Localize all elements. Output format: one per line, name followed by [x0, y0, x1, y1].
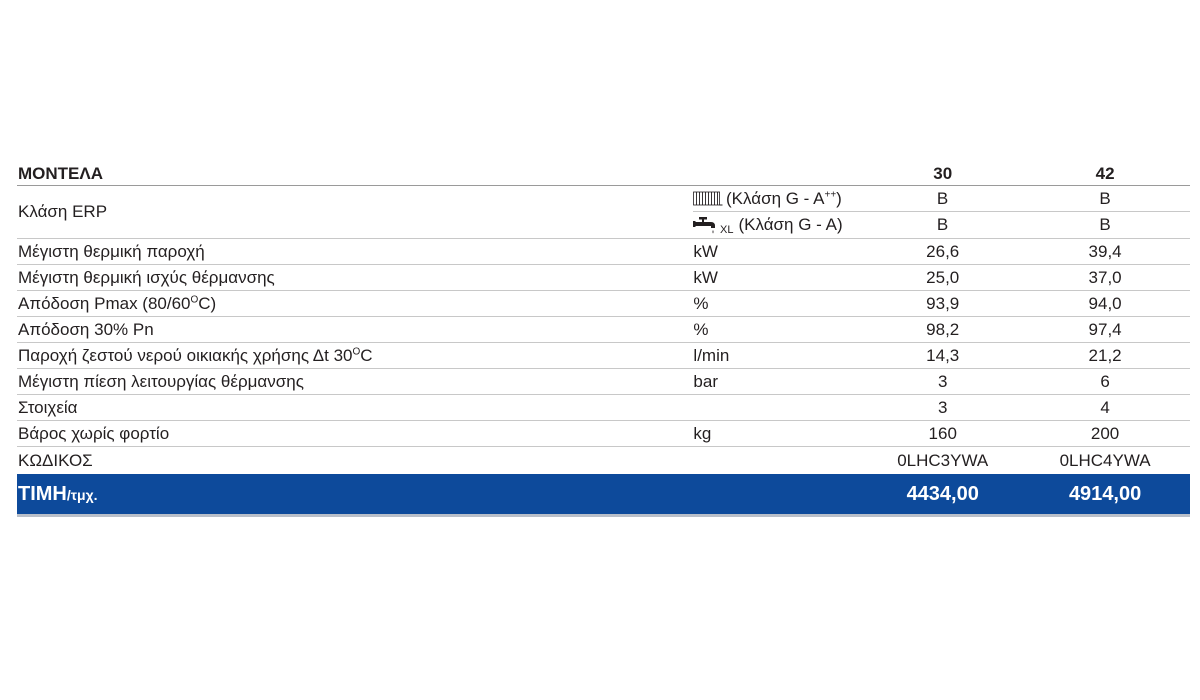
table-row: [17, 369, 1190, 395]
table-row: [17, 317, 1190, 343]
row-value-30: 160: [928, 423, 957, 443]
table-row: [17, 291, 1190, 317]
row-label: Βάρος χωρίς φορτίο: [18, 423, 170, 443]
erp-water-class: (Κλάση G - A): [738, 215, 843, 234]
code-label: ΚΩΔΙΚΟΣ: [18, 450, 93, 470]
radiator-icon: [693, 191, 723, 207]
erp-water-value-42: B: [1099, 215, 1111, 234]
header-model-30: 30: [933, 163, 953, 183]
spec-table: [17, 162, 1190, 517]
row-value-30: 25,0: [926, 267, 960, 287]
table-row: [17, 395, 1190, 421]
tap-icon: [693, 216, 717, 234]
row-value-30: 3: [937, 397, 948, 417]
row-label: Μέγιστη πίεση λειτουργίας θέρμανσης: [18, 371, 304, 391]
row-value-42: 94,0: [1088, 293, 1122, 313]
row-label: Απόδοση 30% Pn: [18, 319, 154, 339]
row-value-42: 39,4: [1088, 241, 1122, 261]
table-row: [17, 265, 1190, 291]
erp-heating-value-42: B: [1099, 188, 1111, 208]
row-value-42: 21,2: [1088, 345, 1122, 365]
erp-sub-rows: [693, 186, 1190, 238]
product-code-row: [17, 447, 1190, 474]
table-row: [17, 239, 1190, 265]
erp-heating-class: (Κλάση G - A++): [726, 188, 842, 208]
erp-water-row: [693, 212, 1190, 238]
row-unit: kg: [693, 423, 712, 443]
erp-label: Κλάση ERP: [18, 202, 108, 221]
xl-label: XL: [720, 224, 734, 236]
price-value-30: 4434,00: [906, 482, 979, 505]
price-row: [17, 474, 1190, 517]
row-unit: l/min: [693, 345, 730, 365]
erp-heating-value-30: B: [936, 188, 949, 208]
row-label: Στοιχεία: [18, 397, 78, 417]
erp-water-value-30: B: [936, 215, 949, 234]
table-header-row: [17, 162, 1190, 186]
row-label: Απόδοση Pmax $(80/60^OC)$: [18, 293, 217, 313]
row-value-42: 6: [1100, 371, 1110, 391]
row-value-30: 3: [937, 371, 948, 391]
row-value-30: 93,9: [926, 293, 960, 313]
header-model-42: 42: [1095, 163, 1115, 183]
price-label: ΤΙΜΗ/τμχ.: [18, 482, 98, 505]
price-value-42: 4914,00: [1068, 482, 1142, 505]
erp-class-block: [17, 186, 1190, 239]
row-value-30: 98,2: [926, 319, 960, 339]
table-row: [17, 421, 1190, 447]
row-unit: kW: [693, 267, 718, 287]
row-value-42: 200: [1090, 423, 1120, 443]
row-unit: %: [693, 293, 709, 313]
row-value-42: 97,4: [1088, 319, 1122, 339]
code-value-42: 0LHC4YWA: [1059, 450, 1151, 470]
row-value-30: 14,3: [926, 345, 960, 365]
row-label: Παροχή ζεστού νερού οικιακής χρήσης Δt $30^OC$: [18, 345, 373, 365]
row-value-42: 37,0: [1088, 267, 1122, 287]
code-value-30: 0LHC3YWA: [897, 450, 989, 470]
header-label: ΜΟΝΤΕΛΑ: [18, 163, 103, 183]
row-unit: kW: [693, 241, 718, 261]
row-label: Μέγιστη θερμική ισχύς θέρμανσης: [18, 267, 275, 287]
row-unit: %: [693, 319, 709, 339]
row-label: Μέγιστη θερμική παροχή: [18, 241, 205, 261]
erp-heating-row: [693, 186, 1190, 212]
row-value-30: 26,6: [926, 241, 960, 261]
table-row: [17, 343, 1190, 369]
row-value-42: 4: [1100, 397, 1110, 417]
row-unit: bar: [693, 371, 718, 391]
